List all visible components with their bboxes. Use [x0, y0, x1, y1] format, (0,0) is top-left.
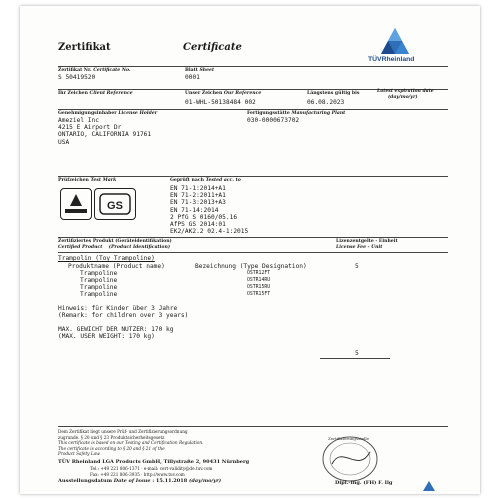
- expiry-value: 06.08.2023: [307, 99, 345, 106]
- product-title: Trampolin (Toy Trampoline): [58, 255, 155, 262]
- footer-line: The certificate is according to § 20 and § 21 of the: [58, 445, 165, 451]
- product-code: OSTR12FT: [247, 271, 271, 276]
- license-fee-value: 5: [355, 263, 359, 270]
- cert-no-label: Zertifikat Nr. Certificate No.: [58, 68, 131, 73]
- gs-mark: [94, 188, 136, 220]
- brand-name: TÜVRheinland: [368, 56, 415, 63]
- address-line: USA: [58, 138, 70, 146]
- stamp-icon: [320, 434, 380, 484]
- license-fee-label-en: License Fee - Unit: [336, 245, 383, 250]
- title-english: Certificate: [183, 42, 242, 53]
- license-fee-label-de: Lizenzentgelte - Einheit: [336, 239, 398, 244]
- svg-text:GS: GS: [107, 200, 123, 212]
- small-logo: [420, 476, 438, 486]
- tested-acc-standards: [170, 185, 248, 235]
- footer-company: TÜV Rheinland LGA Products GmbH, Tillystraße 2, 90431 Nürnberg: [58, 459, 250, 465]
- standard-line: EN 71-2:2011+A1: [170, 192, 226, 200]
- signatory: Dipl.-Ing. (FH) F. Ilg: [335, 480, 393, 486]
- footer-line: zugrunde. § 20 und § 23 Produktsicherheitsgesetz: [58, 434, 165, 440]
- address-line: Ameziel Inc: [58, 117, 99, 124]
- issue-date: Ausstellungsdatum Date of Issue : 15.11.2018 (day/mo/yr): [58, 478, 222, 484]
- footer-line: Product Safety Law.: [58, 451, 101, 457]
- remark-line: (Remark: for children over 3 years): [58, 312, 189, 320]
- standard-line: 2 PfG S 0160/05.16: [170, 213, 238, 221]
- expiry-label: Längstens gültig bis: [307, 91, 360, 96]
- product-col-designation: Bezeichnung (Type Designation): [195, 263, 307, 270]
- tuv-triangle-icon: [360, 24, 440, 70]
- plant-label: Fertigungsstätte Manufacturing Plant: [247, 111, 346, 116]
- client-ref-label: Ihr Zeichen Client Reference: [58, 91, 133, 96]
- plant-value: 030-0000673702: [247, 117, 300, 124]
- tuv-small-triangle-icon: [420, 481, 438, 491]
- product-col-name: Produktname (Product name): [68, 263, 165, 270]
- sheet-value: 0001: [185, 74, 200, 81]
- tested-acc-label: Geprüft nach Tested acc. to: [170, 178, 241, 183]
- title-german: Zertifikat: [58, 42, 111, 53]
- standard-line: EN 71-14:2014: [170, 206, 219, 214]
- contact-line: Fax: +49 221 806-3935 · http://www.tuv.com: [90, 471, 185, 477]
- expiry-format: (day/mo/yr): [388, 95, 418, 100]
- standard-line: EN 71-3:2013+A3: [170, 199, 226, 207]
- standard-line: EK2/AK2.2 02.4-1:2015: [170, 228, 249, 236]
- product-code: OSTR14RU: [247, 278, 271, 283]
- footer-line: Dem Zertifikat liegt unsere Prüf- und Zertifizierungsordnung: [58, 429, 188, 434]
- footer-regulation: [58, 429, 203, 457]
- footer-contact: [90, 466, 212, 477]
- standard-line: EN 71-1:2014+A1: [170, 185, 226, 192]
- license-fee-total: 5: [355, 350, 359, 357]
- address-line: 4215 E Airport Dr: [58, 124, 122, 132]
- certified-product-label-en: Certified Product (Product Identification): [58, 245, 170, 250]
- our-ref-value: 01-WHL-50138484 002: [185, 99, 256, 106]
- product-code: OSTR15FT: [247, 292, 271, 297]
- license-holder-label: Genehmigungsinhaber License Holder: [58, 111, 158, 116]
- tuv-mark-icon: [61, 189, 91, 219]
- certification-stamp: [320, 434, 380, 484]
- tuv-logo: [360, 24, 440, 70]
- cert-no-value: S 50419520: [58, 74, 96, 81]
- standard-line: AfPS GS 2014:01: [170, 221, 226, 229]
- remark-line: Hinweis: für Kinder über 3 Jahre: [58, 305, 178, 312]
- product-row: Trampoline: [80, 291, 118, 298]
- certified-product-label-de: Zertifiziertes Produkt (Geräteidentifikation): [58, 239, 172, 244]
- sheet-label: Blatt Sheet: [185, 68, 215, 73]
- product-row: Trampoline: [80, 270, 118, 277]
- stamp-text: Zertifizierungsstelle: [328, 436, 369, 441]
- weight-line: (MAX. USER WEIGHT: 170 kg): [58, 333, 155, 341]
- product-weight: [58, 326, 173, 340]
- product-code: OSTR15RU: [247, 285, 271, 290]
- address-line: ONTARIO, CALIFORNIA 91761: [58, 131, 152, 139]
- gs-geprufte-sicherheit-icon: [95, 189, 135, 219]
- product-row: Trampoline: [80, 277, 118, 284]
- footer-line: This certificate is based on our Testing and Certification Regulation.: [58, 440, 204, 446]
- weight-line: MAX. GEWICHT DER NUTZER: 170 kg: [58, 326, 174, 333]
- expiry-label-en: Latest expiration date: [377, 89, 434, 94]
- contact-line: Tel.: +49 221 806-1371 · e-mail: cert-validity@de.tuv.com: [90, 466, 213, 471]
- certificate-page: [20, 6, 480, 494]
- test-mark-label: Prüfzeichen Test Mark: [58, 178, 117, 183]
- product-remark: [58, 305, 188, 319]
- product-row: Trampoline: [80, 284, 118, 291]
- tuv-test-mark: [60, 188, 92, 220]
- our-ref-label: Unser Zeichen Our Reference: [185, 91, 262, 96]
- license-holder-address: [58, 117, 151, 146]
